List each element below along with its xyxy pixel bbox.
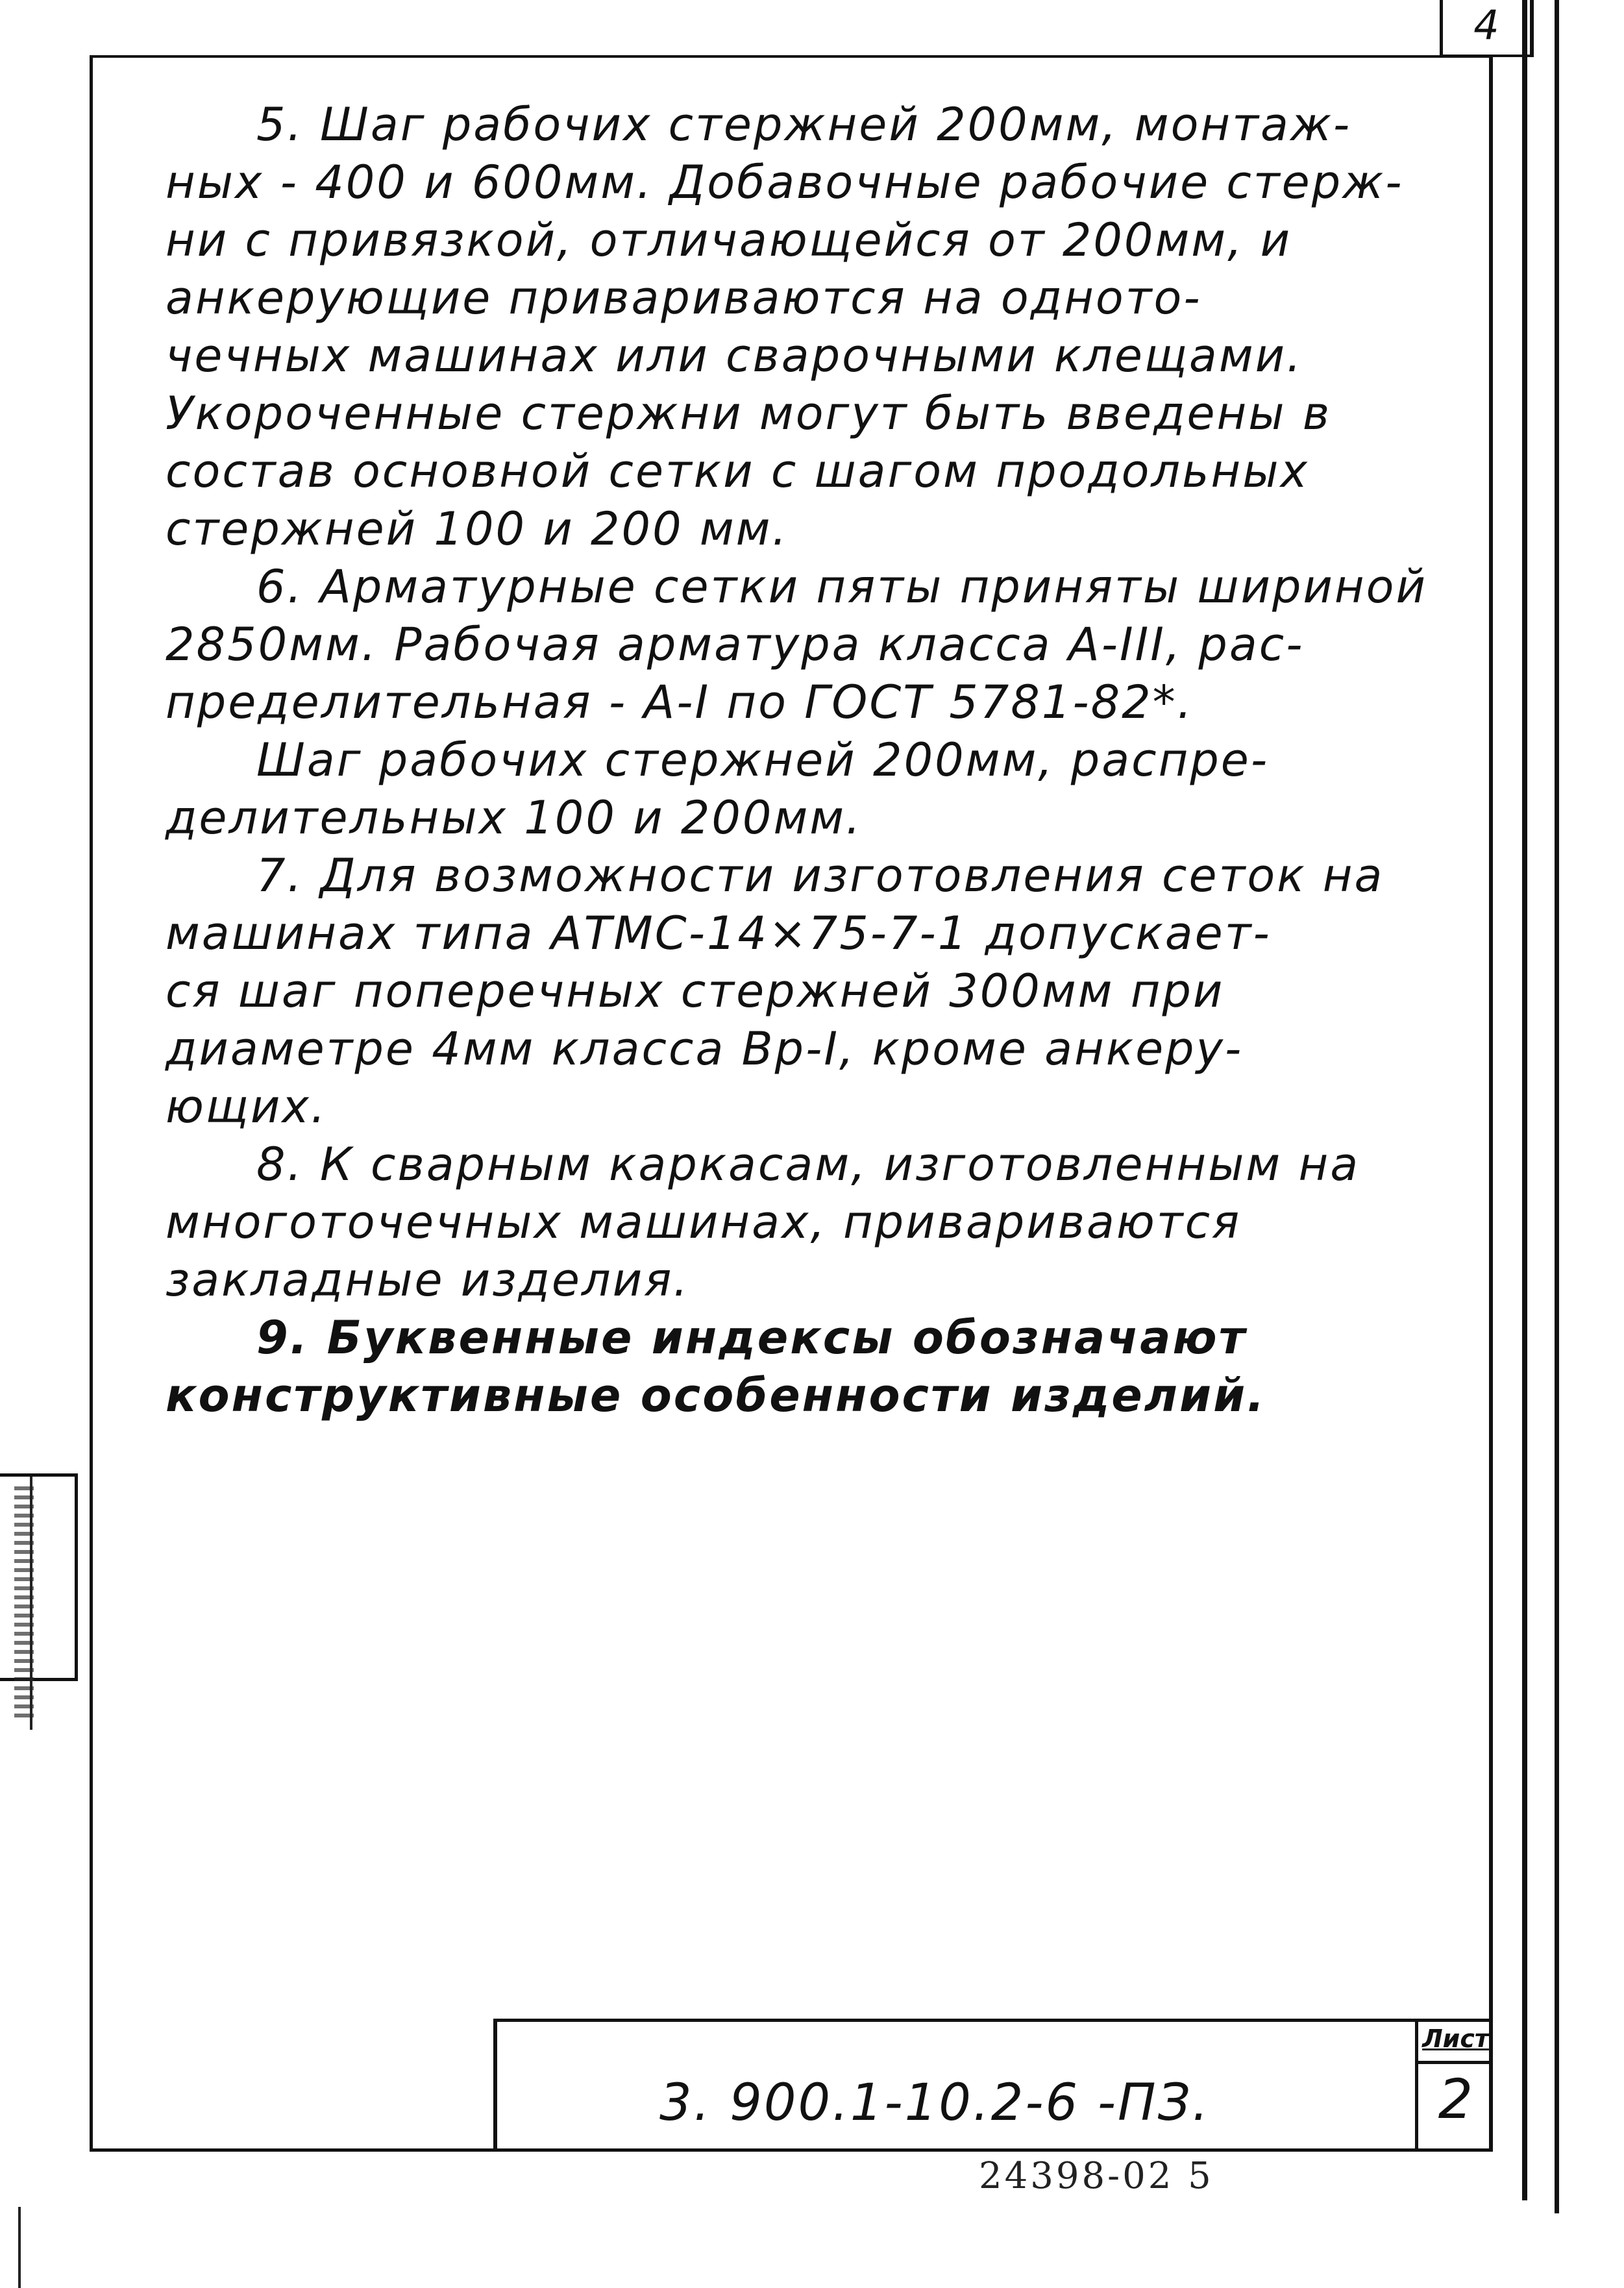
note-5-line-1: 5. Шаг рабочих стержней 200мм, монтаж- bbox=[256, 98, 1352, 151]
note-7-line-4: диаметре 4мм класса Вр-I, кроме анкеру- bbox=[166, 1022, 1244, 1076]
note-5-line-4: анкерующие привариваются на одното- bbox=[166, 271, 1202, 325]
note-8-line-2: многоточечных машинах, привариваются bbox=[166, 1196, 1242, 1249]
page-number-box bbox=[1440, 0, 1534, 57]
note-6-line-2: 2850мм. Рабочая арматура класса А-III, рас- bbox=[166, 618, 1305, 671]
document-code: 3. 900.1-10.2-6 -ПЗ. bbox=[659, 2074, 1211, 2132]
note-5-line-7: состав основной сетки с шагом продольных bbox=[166, 445, 1309, 498]
note-5-line-5: чечных машинах или сварочными клещами. bbox=[166, 329, 1303, 382]
outer-right-border bbox=[1522, 0, 1527, 2200]
title-block bbox=[493, 2019, 1493, 2152]
note-9-line-2: конструктивные особенности изделий. bbox=[166, 1369, 1266, 1422]
binding-stamp-text bbox=[14, 1486, 34, 1720]
note-9-line-1: 9. Буквенные индексы обозначают bbox=[256, 1311, 1248, 1364]
note-7-line-1: 7. Для возможности изготовления сеток на bbox=[256, 849, 1384, 902]
note-5-line-3: ни с привязкой, отличающейся от 200мм, и bbox=[166, 214, 1292, 267]
note-7-line-2: машинах типа АТМС-14×75-7-1 допускает- bbox=[166, 907, 1272, 960]
note-6-line-1: 6. Арматурные сетки пяты приняты шириной bbox=[256, 560, 1427, 613]
note-5-line-8: стержней 100 и 200 мм. bbox=[166, 502, 789, 556]
binding-stamp-box bbox=[0, 1473, 78, 1681]
note-8-line-3: закладные изделия. bbox=[166, 1253, 690, 1307]
sheet-number: 2 bbox=[1438, 2067, 1473, 2131]
left-bottom-mark bbox=[18, 2207, 21, 2288]
note-6-line-3: пределительная - А-I по ГОСТ 5781-82*. bbox=[166, 676, 1194, 729]
inventory-number: 24398-02 5 bbox=[979, 2155, 1214, 2197]
note-6b-line-1: Шаг рабочих стержней 200мм, распре- bbox=[256, 733, 1270, 787]
page-number: 4 bbox=[1473, 1, 1499, 49]
note-8-line-1: 8. К сварным каркасам, изготовленным на bbox=[256, 1138, 1360, 1191]
note-7-line-5: ющих. bbox=[166, 1080, 328, 1133]
outer-right-edge-border bbox=[1555, 0, 1559, 2213]
note-7-line-3: ся шаг поперечных стержней 300мм при bbox=[166, 965, 1225, 1018]
note-5-line-2: ных - 400 и 600мм. Добавочные рабочие стерж- bbox=[166, 156, 1404, 209]
note-5-line-6: Укороченные стержни могут быть введены в bbox=[166, 387, 1332, 440]
sheet-cell bbox=[1415, 2022, 1493, 2152]
notes-text bbox=[166, 96, 1438, 1425]
note-6b-line-2: делительных 100 и 200мм. bbox=[166, 791, 863, 844]
sheet-label: Лист bbox=[1418, 2024, 1493, 2064]
